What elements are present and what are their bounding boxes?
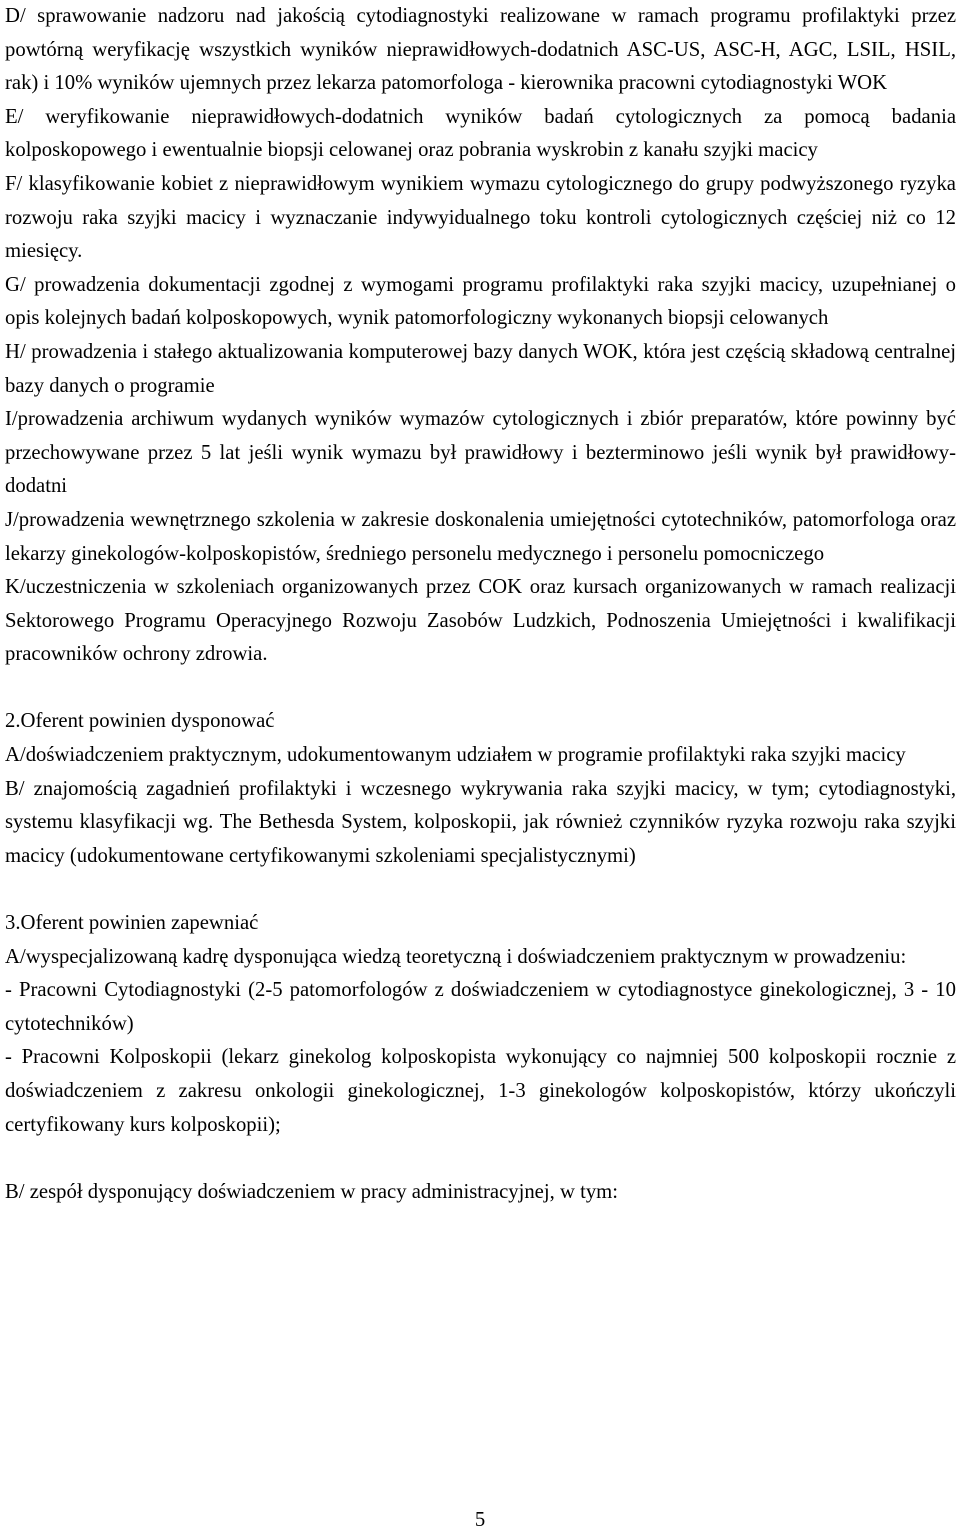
paragraph-e: E/ weryfikowanie nieprawidłowych-dodatnich wyników badań cytologicznych za pomocą badania kolposkopowego i ewentualnie biopsji celowanej oraz pobrania wyskrobin z kanału szyjki macicy (5, 105, 956, 162)
section-gap (5, 873, 956, 907)
section-2-item-b: B/ znajomością zagadnień profilaktyki i wczesnego wykrywania raka szyjki macicy, w tym; cytodiagnostyki, systemu klasyfikacji wg. The Bethesda System, kolposkopii, jak również czynników ryzyka rozwoju raka szyjki macicy (udokumentowane certyfikowanymi szkoleniami specjalistycznymi) (5, 777, 956, 867)
section-3-heading: 3.Oferent powinien zapewniać (5, 912, 259, 935)
paragraph-i: I/prowadzenia archiwum wydanych wyników wymazów cytologicznych i zbiór preparatów, które powinny być przechowywane przez 5 lat jeśli wynik wymazu był prawidłowy i bezterminowo jeśli wynik był prawidłowy-dodatni (5, 408, 956, 498)
section-3-item-cytodiagnostics: - Pracowni Cytodiagnostyki (2-5 patomorfologów z doświadczeniem w cytodiagnostyce ginekologicznej, 3 - 10 cytotechników) (5, 979, 956, 1035)
section-gap (5, 1142, 956, 1176)
paragraph-d: D/ sprawowanie nadzoru nad jakością cytodiagnostyki realizowane w ramach programu profilaktyki przez powtórną weryfikację wszystkich wyników nieprawidłowych-dodatnich ASC-US, ASC-H, AGC, LSIL, HSIL, rak) i 10% wyników ujemnych przez lekarza patomorfologa - kierownika pracowni cytodiagnostyki WOK (5, 5, 956, 95)
section-2-heading: 2.Oferent powinien dysponować (5, 710, 275, 733)
section-3-item-b: B/ zespół dysponujący doświadczeniem w pracy administracyjnej, w tym: (5, 1180, 618, 1203)
paragraph-g: G/ prowadzenia dokumentacji zgodnej z wymogami programu profilaktyki raka szyjki macicy, uzupełnianej o opis kolejnych badań kolposkopowych, wynik patomorfologiczny wykonanych biopsji celowanych (5, 273, 956, 330)
section-gap (5, 672, 956, 706)
paragraph-k: K/uczestniczenia w szkoleniach organizowanych przez COK oraz kursach organizowanych w ramach realizacji Sektorowego Programu Operacyjnego Rozwoju Zasobów Ludzkich, Podnoszenia Umiejętności i kwalifikacji pracowników ochrony zdrowia. (5, 576, 956, 666)
section-3-item-colposcopy: - Pracowni Kolposkopii (lekarz ginekolog kolposkopista wykonujący co najmniej 500 kolposkopii rocznie z doświadczeniem z zakresu onkologii ginekologicznej, 1-3 ginekologów kolposkopistów, którzy ukończyli certyfikowany kurs kolposkopii); (5, 1046, 956, 1136)
paragraph-h: H/ prowadzenia i stałego aktualizowania komputerowej bazy danych WOK, która jest częścią składową centralnej bazy danych o programie (5, 340, 956, 397)
section-3-item-a: A/wyspecjalizowaną kadrę dysponująca wiedzą teoretyczną i doświadczeniem praktycznym w prowadzeniu: (5, 945, 907, 968)
section-2-item-a: A/doświadczeniem praktycznym, udokumentowanym udziałem w programie profilaktyki raka szyjki macicy (5, 744, 906, 767)
page-number: 5 (474, 1509, 486, 1531)
paragraph-f: F/ klasyfikowanie kobiet z nieprawidłowym wynikiem wymazu cytologicznego do grupy podwyższonego ryzyka rozwoju raka szyjki macicy i wyznaczanie indywyidualnego toku kontroli cytologicznych częściej niż co 12 miesięcy. (5, 172, 956, 263)
paragraph-j: J/prowadzenia wewnętrznego szkolenia w zakresie doskonalenia umiejętności cytotechników, patomorfologa oraz lekarzy ginekologów-kolposkopistów, średniego personelu medycznego i personelu pomocniczego (5, 508, 956, 565)
